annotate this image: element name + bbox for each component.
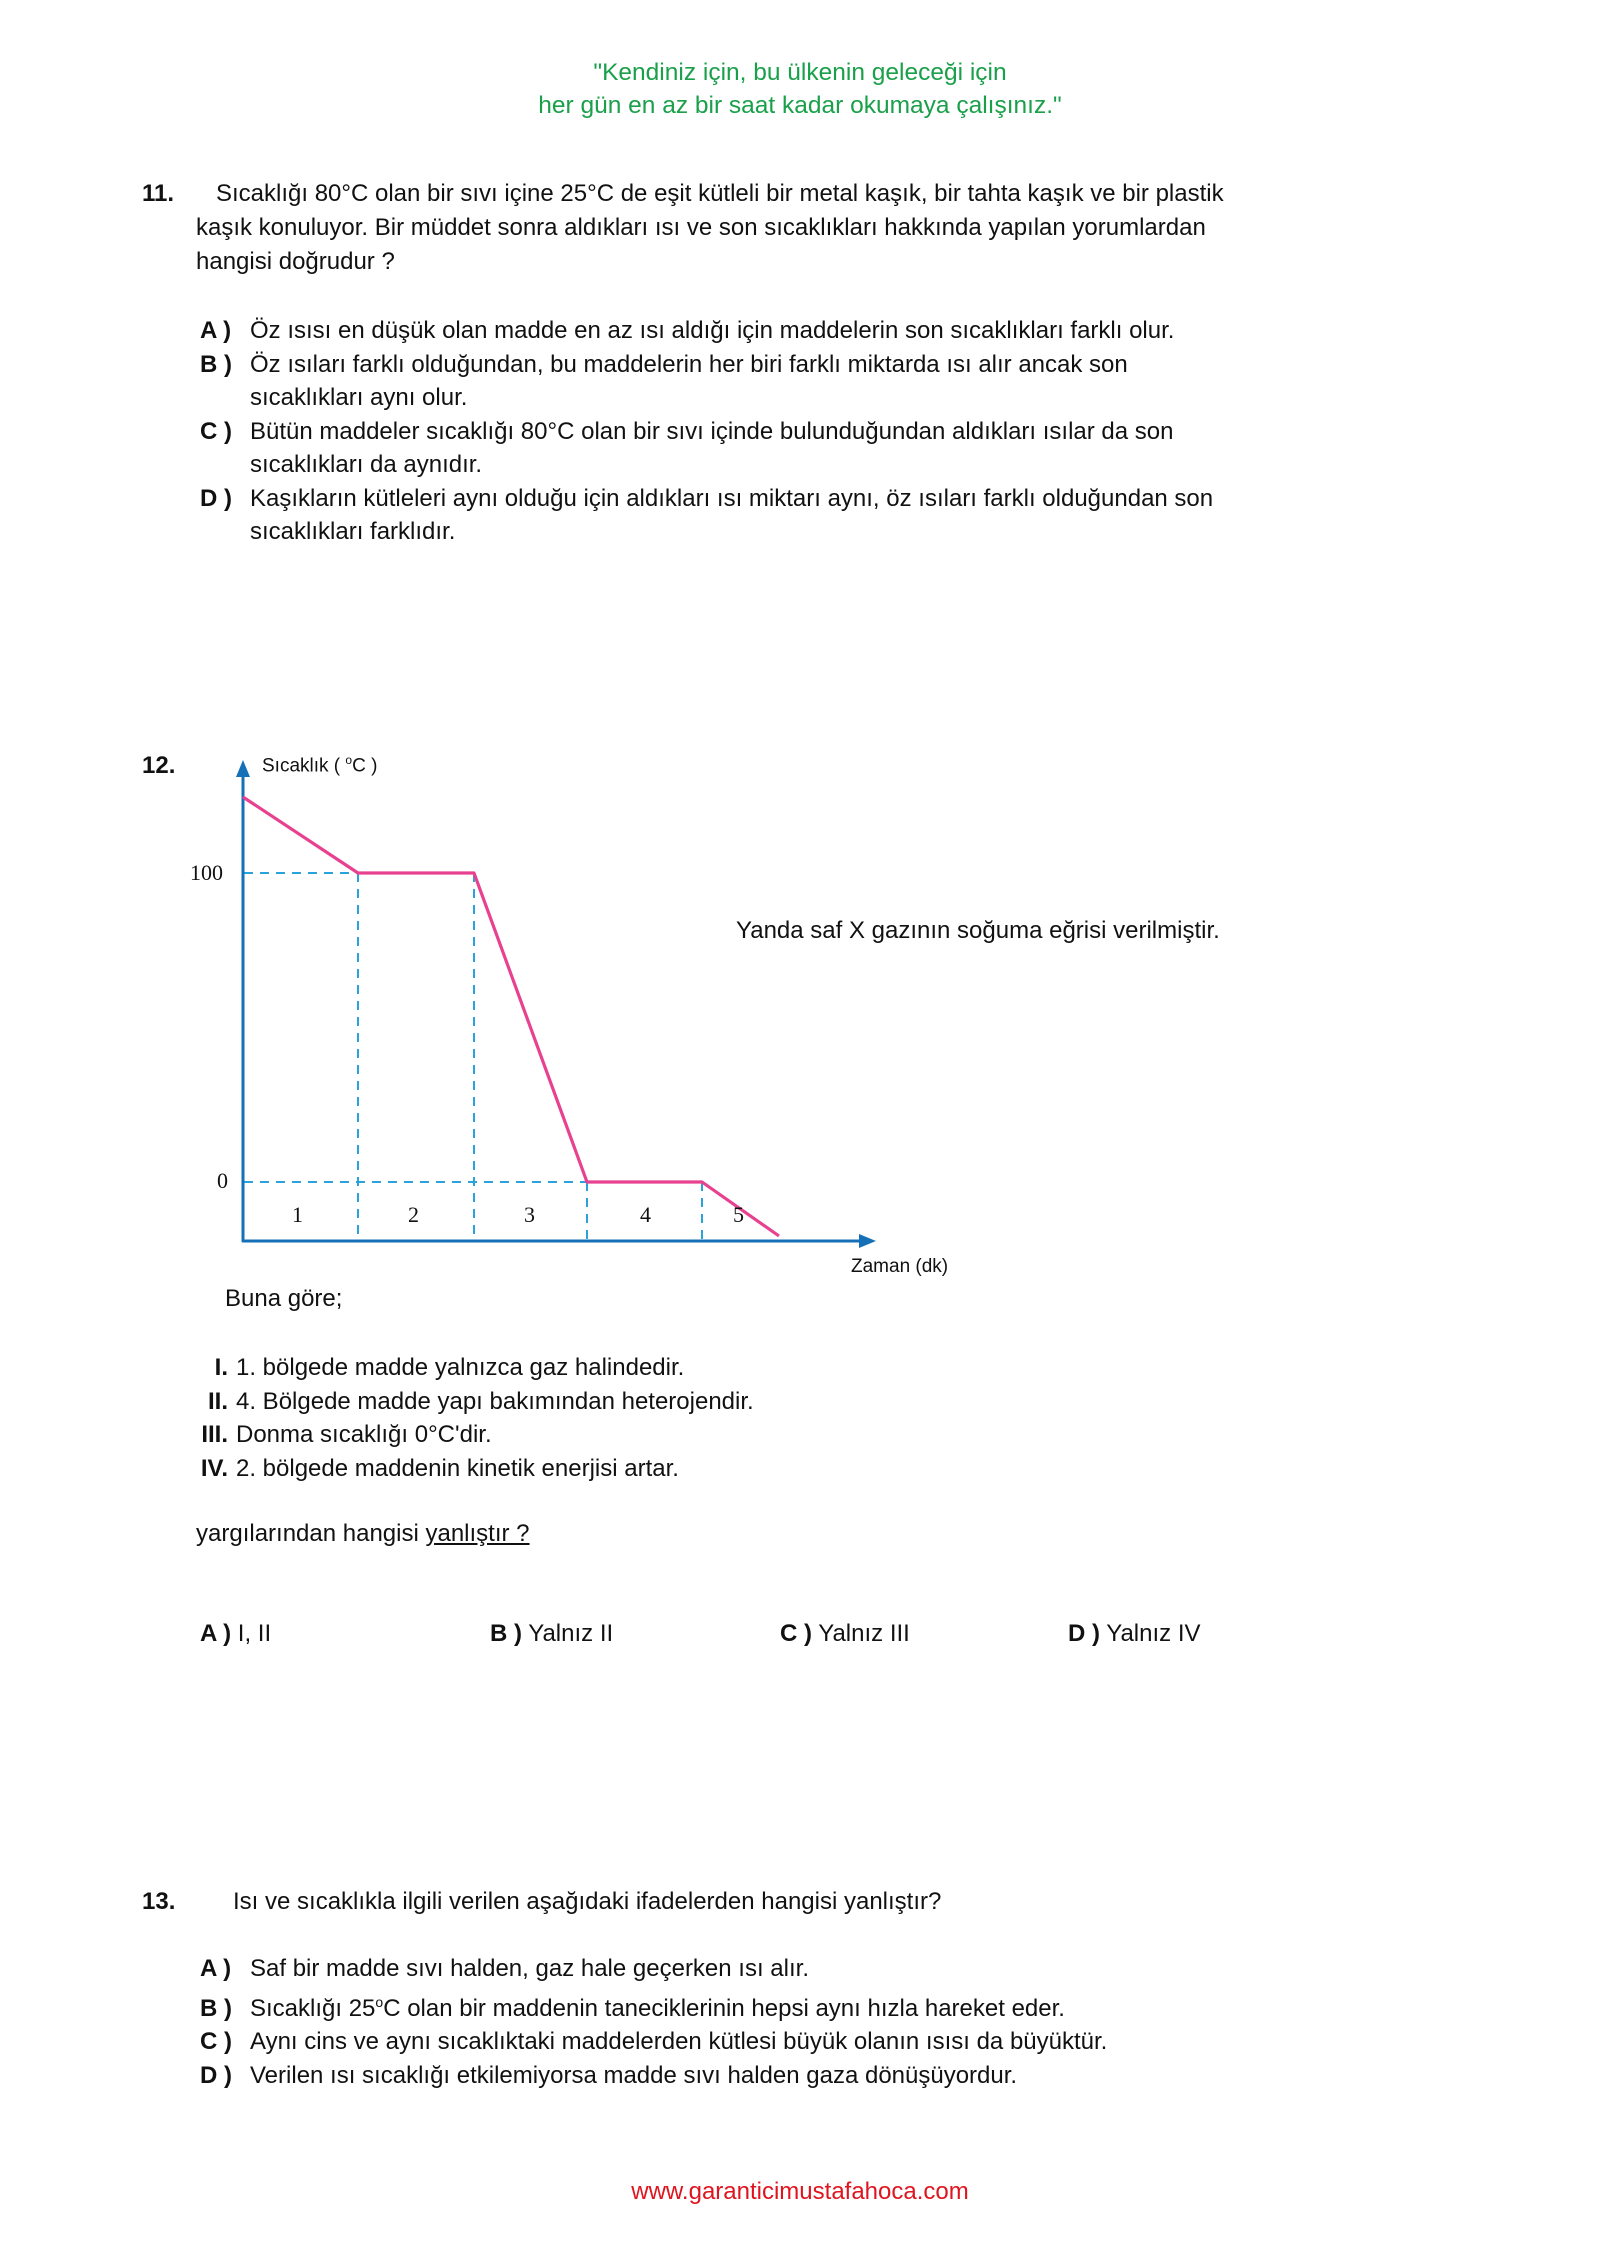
- question-number: 12.: [142, 752, 176, 779]
- statement-2: II. 4. Bölgede madde yapı bakımından heterojendir.: [207, 1387, 754, 1415]
- option-label: C ): [200, 417, 232, 445]
- y-axis-arrow-icon: [236, 760, 250, 777]
- answer-c[interactable]: C ) Yalnız III: [780, 1620, 910, 1647]
- option-text-line-1: Kaşıkların kütleleri aynı olduğu için aldıkları ısı miktarı aynı, öz ısıları farklı olduğundan son: [250, 484, 1214, 512]
- emphasis-wrong: yanlıştır ?: [425, 1520, 530, 1547]
- region-label-1: 1: [292, 1202, 303, 1227]
- question-number: 13.: [142, 1888, 176, 1915]
- question-text-line-3: hangisi doğrudur ?: [196, 248, 395, 275]
- cooling-curve-chart: [0, 0, 1000, 1300]
- region-label-5: 5: [733, 1202, 744, 1227]
- region-label-3: 3: [524, 1202, 535, 1227]
- option-label: A ): [200, 317, 232, 344]
- motto-line-2: her gün en az bir saat kadar okumaya çalışınız.": [538, 92, 1062, 119]
- region-label-2: 2: [408, 1202, 419, 1227]
- question-text: Isı ve sıcaklıkla ilgili verilen aşağıdaki ifadelerden hangisi yanlıştır?: [233, 1888, 942, 1915]
- statement-1: I. 1. bölgede madde yalnızca gaz halindedir.: [214, 1354, 685, 1381]
- y-axis-label: Sıcaklık ( $^o$C ): [262, 753, 378, 777]
- option-c[interactable]: C ) Aynı cins ve aynı sıcaklıktaki maddelerden kütlesi büyük olanın ısısı da büyüktür.: [200, 2028, 1108, 2055]
- answer-b[interactable]: B ) Yalnız II: [490, 1620, 614, 1647]
- option-label: B ): [200, 350, 232, 378]
- answer-d[interactable]: D ) Yalnız IV: [1068, 1620, 1201, 1647]
- lead-text: Buna göre;: [225, 1285, 343, 1312]
- question-text-line-2: kaşık konuluyor. Bir müddet sonra aldıkları ısı ve son sıcaklıkları hakkında yapılan yorumlardan: [196, 214, 1206, 241]
- option-b[interactable]: B ) Sıcaklığı 25$^o$C olan bir maddenin taneciklerinin hepsi aynı hızla hareket eder.: [200, 1993, 1065, 2022]
- answer-a[interactable]: A ) I, II: [200, 1620, 272, 1647]
- option-a[interactable]: A ) Saf bir madde sıvı halden, gaz hale geçerken ısı alır.: [200, 1955, 809, 1982]
- statement-4: IV. 2. bölgede maddenin kinetik enerjisi artar.: [200, 1454, 679, 1482]
- cooling-curve-line: [243, 797, 779, 1236]
- statement-3: III. Donma sıcaklığı 0°C'dir.: [201, 1421, 492, 1448]
- chart-svg: [0, 0, 1000, 1300]
- statements-list: [180, 1351, 754, 1485]
- x-axis-arrow-icon: [859, 1234, 876, 1248]
- option-text: Öz ısısı en düşük olan madde en az ısı aldığı için maddelerin son sıcaklıkları farklı olur.: [250, 317, 1175, 344]
- option-text-line-2: sıcaklıkları farklıdır.: [250, 518, 456, 545]
- question-text-line-1: Sıcaklığı 80°C olan bir sıvı içine 25°C de eşit kütleli bir metal kaşık, bir tahta kaşık ve bir plastik: [216, 180, 1224, 207]
- option-d[interactable]: D ) Verilen ısı sıcaklığı etkilemiyorsa madde sıvı halden gaza dönüşüyordur.: [200, 2061, 1018, 2089]
- option-text-line-1: Bütün maddeler sıcaklığı 80°C olan bir sıvı içinde bulunduğundan aldıkları ısılar da son: [250, 417, 1174, 445]
- option-text-line-2: sıcaklıkları aynı olur.: [250, 384, 468, 411]
- region-label-4: 4: [640, 1202, 651, 1227]
- y-tick-0: 0: [217, 1168, 228, 1193]
- reference-lines: [244, 873, 702, 1241]
- y-tick-100: 100: [190, 860, 223, 885]
- side-note: Yanda saf X gazının soğuma eğrisi verilmiştir.: [736, 917, 1220, 944]
- option-text-line-2: sıcaklıkları da aynıdır.: [250, 451, 483, 478]
- option-text-line-1: Öz ısıları farklı olduğundan, bu maddelerin her biri farklı miktarda ısı alır ancak son: [250, 350, 1128, 378]
- footer-website-link[interactable]: www.garanticimustafahoca.com: [631, 2178, 969, 2205]
- x-axis-label: Zaman (dk): [851, 1256, 949, 1277]
- axes: [242, 772, 862, 1242]
- question-13-options: [200, 1952, 1107, 2092]
- question-12-prompt: yargılarından hangisi yanlıştır ?: [196, 1520, 530, 1547]
- motto-line-1: "Kendiniz için, bu ülkenin geleceği için: [593, 59, 1007, 86]
- option-label: D ): [200, 484, 232, 512]
- question-number: 11.: [142, 180, 175, 207]
